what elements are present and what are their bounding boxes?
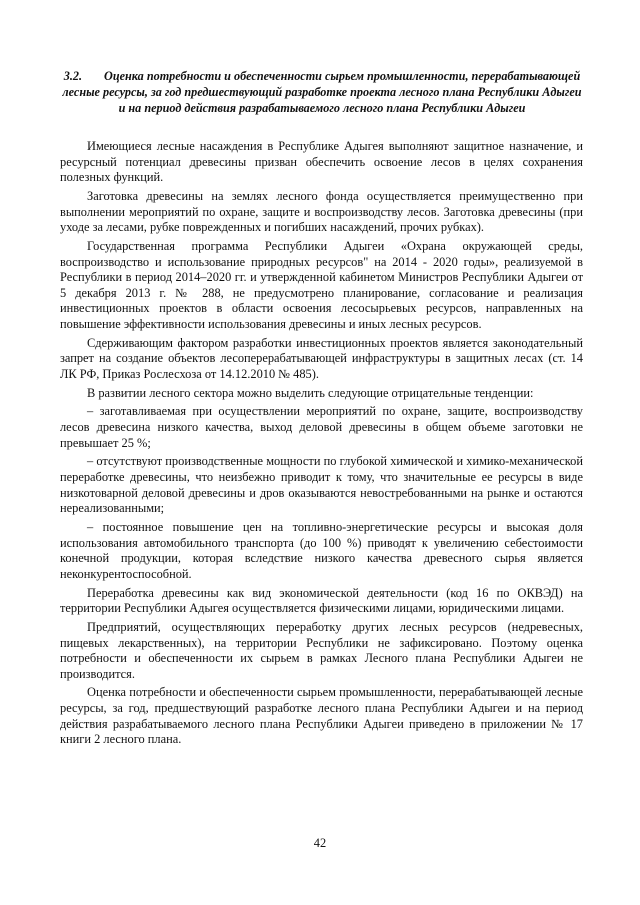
paragraph: Сдерживающим фактором разработки инвестиционных проектов является законодательный запрет на создание объектов лесоперерабатывающей инфраструктуры в защитных лесах (ст. 14 ЛК РФ, Приказ Рослесхоза от 14.12.2010 № 485). — [60, 335, 583, 381]
body-text — [60, 139, 583, 751]
section-heading — [58, 68, 586, 116]
list-item: – постоянное повышение цен на топливно-энергетические ресурсы и высокая доля использования автомобильного транспорта (до 100 %) приводят к увеличению себестоимости конечной продукции, которая вследствие низкого качества древесного сырья является неконкурентоспособной. — [60, 519, 583, 581]
paragraph: В развитии лесного сектора можно выделить следующие отрицательные тенденции: — [87, 385, 534, 400]
section-title: Оценка потребности и обеспеченности сырьем промышленности, перерабатывающей лесные ресурсы, за год предшествующий разработке проекта лесного плана Республики Адыгеи и на период действия разрабатываемого лесного плана Республики Адыгеи — [62, 69, 582, 115]
paragraph: Переработка древесины как вид экономической деятельности (код 16 по ОКВЭД) на территории Республики Адыгея осуществляется физическими лицами, юридическими лицами. — [60, 585, 583, 616]
list-item: – заготавливаемая при осуществлении мероприятий по охране, защите, воспроизводству лесов древесина низкого качества, выход деловой древесины в общем объеме заготовки не превышает 25 %; — [60, 404, 583, 450]
paragraph: Заготовка древесины на землях лесного фонда осуществляется преимущественно при выполнении мероприятий по охране, защите и воспроизводству лесов. Заготовка древесины (при уходе за лесами, рубке поврежденных и погибших насаждений, прочих рубках). — [60, 188, 583, 235]
list-item: – отсутствуют производственные мощности по глубокой химической и химико-механической переработке древесины, что неизбежно приводит к тому, что значительные ее ресурсы в виде низкотоварной деловой древесины и дров оказываются невостребованными на рынке и остаются нереализованными; — [60, 454, 583, 516]
section-number: 3.2. — [63, 69, 83, 83]
page-number: 42 — [313, 836, 327, 850]
paragraph: Государственная программа Республики Адыгеи «Охрана окружающей среды, воспроизводство и использование природных ресурсов" на 2014 - 2020 годы», реализуемой в Республики в период 2014–2020 гг. и утвержденной кабинетом Министров Республики Адыгеи от 5 декабря 2013 г. № 288, не предусмотрено планирование, согласование и реализация инвестиционных проектов в области освоения лесосырьевых ресурсов, направленных на повышение эффективности использования древесины и иных лесных ресурсов. — [60, 238, 583, 331]
paragraph: Предприятий, осуществляющих переработку других лесных ресурсов (недревесных, пищевых лекарственных), на территории Республики не зафиксировано. Поэтому оценка потребности и обеспеченности их сырьем в рамках Лесного плана Республики Адыгеи не производится. — [60, 619, 583, 681]
paragraph: Имеющиеся лесные насаждения в Республике Адыгея выполняют защитное назначение, и ресурсный потенциал древесины призван обеспечить освоение лесов в целях сохранения полезных функций. — [60, 139, 583, 185]
paragraph: Оценка потребности и обеспеченности сырьем промышленности, перерабатывающей лесные ресурсы, за год, предшествующий разработке лесного плана Республики Адыгеи и на период действия разрабатываемого лесного плана Республики Адыгеи приведено в приложении № 17 книги 2 лесного плана. — [60, 685, 583, 747]
